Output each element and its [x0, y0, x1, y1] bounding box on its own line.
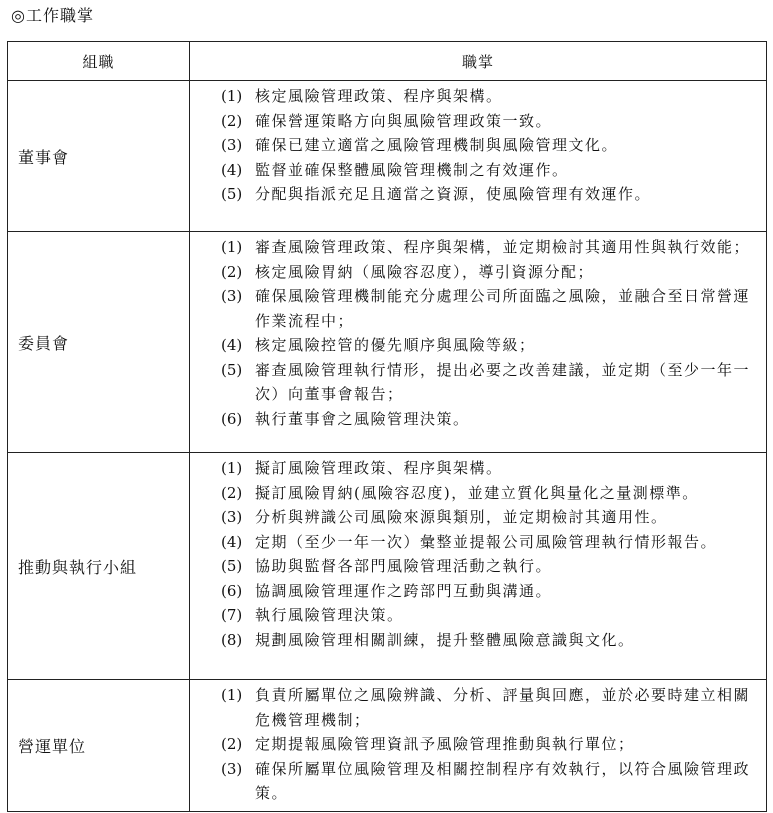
duty-number: (5) [221, 360, 243, 379]
duty-text: 分配與指派充足且適當之資源，使風險管理有效運作。 [255, 185, 652, 203]
duty-text: 分析與辨識公司風險來源與類別，並定期檢討其適用性。 [255, 508, 668, 526]
duty-number: (4) [221, 336, 243, 354]
duty-list [190, 453, 766, 657]
duty-item [221, 628, 764, 653]
duty-list [190, 81, 766, 212]
duty-item [221, 456, 764, 481]
duty-number: (4) [221, 160, 243, 179]
duty-item [221, 407, 764, 432]
duty-text: 核定風險管理政策、程序與架構。 [255, 87, 503, 105]
duty-number: (1) [221, 87, 243, 105]
section-title: ◎工作職掌 [11, 6, 94, 25]
duty-text: 規劃風險管理相關訓練，提升整體風險意識與文化。 [255, 630, 635, 649]
duty-text: 執行風險管理決策。 [255, 606, 404, 624]
duty-item [221, 505, 764, 530]
duty-cell [190, 680, 767, 812]
duty-text: 協助與監督各部門風險管理活動之執行。 [255, 557, 553, 575]
duty-text: 負責所屬單位之風險辨識、分析、評量與回應，並於必要時建立相關危機管理機制； [255, 686, 751, 729]
duty-number: (1) [221, 238, 243, 256]
duty-item [221, 530, 764, 555]
duty-cell [190, 81, 767, 232]
duty-item [221, 133, 764, 158]
duty-number: (7) [221, 606, 243, 624]
header-duties: 職掌 [190, 42, 767, 81]
duty-item [221, 732, 764, 757]
duty-number: (2) [221, 735, 243, 753]
duty-number: (2) [221, 111, 243, 130]
duty-text: 監督並確保整體風險管理機制之有效運作。 [255, 160, 569, 179]
duty-item [221, 757, 764, 806]
table-row [8, 453, 767, 680]
duty-text: 審查風險管理政策、程序與架構，並定期檢討其適用性與執行效能； [255, 238, 751, 256]
duty-number: (4) [221, 532, 243, 551]
duty-text: 核定風險胃納（風險容忍度），導引資源分配； [255, 262, 595, 281]
table-header-row [8, 42, 767, 81]
duty-text: 審查風險管理執行情形，提出必要之改善建議，並定期（至少一年一次）向董事會報告； [255, 360, 751, 403]
duty-number: (3) [221, 136, 243, 154]
duty-number: (8) [221, 630, 243, 649]
duty-number: (5) [221, 557, 243, 575]
duty-item [221, 603, 764, 628]
duty-item [221, 260, 764, 285]
duty-number: (1) [221, 686, 243, 704]
duty-list [190, 680, 766, 811]
duty-number: (3) [221, 508, 243, 526]
duty-table [7, 41, 767, 812]
duty-item [221, 84, 764, 109]
org-name: 董事會 [8, 81, 190, 232]
duty-number: (3) [221, 287, 243, 305]
duty-text: 定期提報風險管理資訊予風險管理推動與執行單位； [255, 735, 635, 753]
duty-item [221, 333, 764, 358]
duty-item [221, 683, 764, 732]
duty-list [190, 232, 766, 436]
duty-text: 協調風險管理運作之跨部門互動與溝通。 [255, 581, 553, 600]
duty-number: (6) [221, 581, 243, 600]
duty-item [221, 284, 764, 333]
duty-cell [190, 453, 767, 680]
duty-item [221, 481, 764, 506]
table-row [8, 81, 767, 232]
duty-text: 擬訂風險胃納(風險容忍度)，並建立質化與量化之量測標準。 [255, 483, 699, 502]
duty-text: 確保營運策略方向與風險管理政策一致。 [255, 111, 553, 130]
duty-item [221, 358, 764, 407]
duty-text: 核定風險控管的優先順序與風險等級； [255, 336, 536, 354]
duty-text: 擬訂風險管理政策、程序與架構。 [255, 459, 503, 477]
duty-number: (1) [221, 459, 243, 477]
duty-number: (2) [221, 483, 243, 502]
duty-number: (5) [221, 185, 243, 203]
table-row [8, 232, 767, 453]
table-row [8, 680, 767, 812]
duty-item [221, 554, 764, 579]
duty-text: 確保所屬單位風險管理及相關控制程序有效執行，以符合風險管理政策。 [255, 759, 751, 802]
duty-item [221, 579, 764, 604]
org-name: 營運單位 [8, 680, 190, 812]
duty-item [221, 158, 764, 183]
org-name: 委員會 [8, 232, 190, 453]
duty-text: 定期（至少一年一次）彙整並提報公司風險管理執行情形報告。 [255, 532, 718, 551]
duty-item [221, 235, 764, 260]
duty-text: 執行董事會之風險管理決策。 [255, 409, 470, 428]
duty-number: (2) [221, 262, 243, 281]
duty-number: (3) [221, 759, 243, 778]
duty-item [221, 109, 764, 134]
org-name: 推動與執行小組 [8, 453, 190, 680]
header-organization: 組職 [8, 42, 190, 81]
duty-text: 確保風險管理機制能充分處理公司所面臨之風險，並融合至日常營運作業流程中； [255, 287, 751, 330]
duty-text: 確保已建立適當之風險管理機制與風險管理文化。 [255, 136, 619, 154]
duty-number: (6) [221, 409, 243, 428]
duty-item [221, 182, 764, 207]
duty-cell [190, 232, 767, 453]
